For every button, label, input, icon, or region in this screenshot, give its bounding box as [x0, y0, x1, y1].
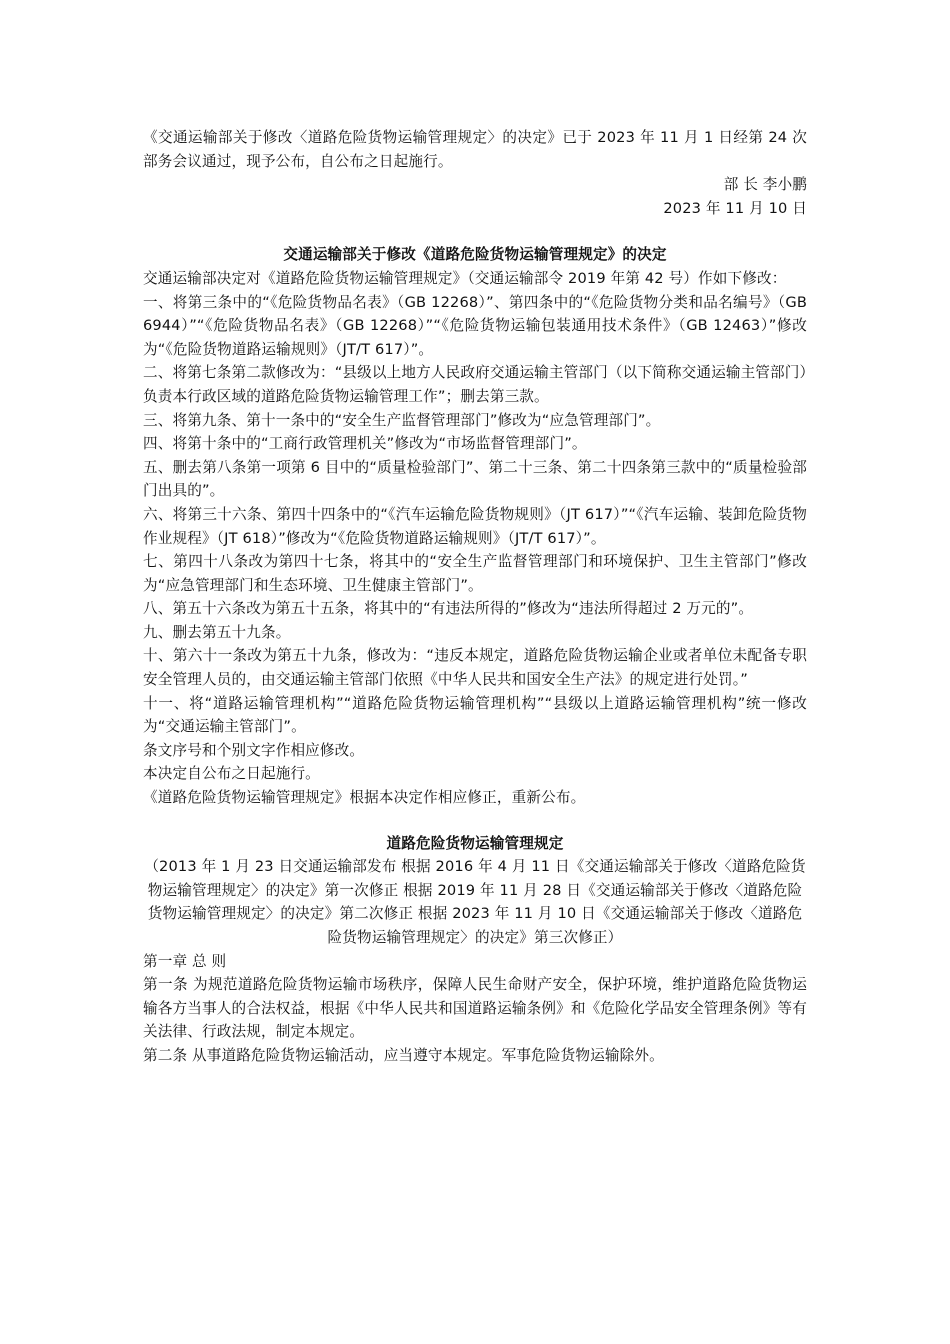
decision-item: 八、第五十六条改为第五十五条，将其中的“有违法所得的”修改为“违法所得超过 2 万元的”。 [143, 600, 754, 618]
decision-item: 条文序号和个别文字作相应修改。 [143, 741, 365, 759]
decision-item: 七、第四十八条改为第四十七条，将其中的“安全生产监督管理部门和环境保护、卫生主管部门”修改为“应急管理部门和生态环境、卫生健康主管部门”。 [143, 553, 807, 594]
decision-item: 三、将第九条、第十一条中的“安全生产监督管理部门”修改为“应急管理部门”。 [143, 411, 661, 429]
announcement-signatory: 部 长 李小鹏 [723, 176, 807, 194]
decision-item: 五、删去第八条第一项第 6 目中的“质量检验部门”、第二十三条、第二十四条第三款中的“质量检验部门出具的”。 [143, 458, 807, 500]
announcement-date: 2023 年 11 月 10 日 [663, 199, 807, 217]
regulation-title: 道路危险货物运输管理规定 [386, 834, 564, 852]
decision-title: 交通运输部关于修改《道路危险货物运输管理规定》的决定 [283, 246, 667, 264]
decision-item: 十一、将“道路运输管理机构”“道路危险货物运输管理机构”“县级以上道路运输管理机构”统一修改为“交通运输主管部门”。 [143, 694, 807, 736]
decision-item: 十、第六十一条改为第五十九条，修改为：“违反本规定，道路危险货物运输企业或者单位未配备专职安全管理人员的，由交通运输主管部门依照《中华人民共和国安全生产法》的规定进行处罚。” [143, 647, 807, 689]
decision-item: 一、将第三条中的“《危险货物品名表》（GB 12268）”、第四条中的“《危险货物分类和品名编号》（GB 6944）”“《危险货物品名表》（GB 12268）”“《危险货物运输包装通用技术条件》（GB 12463）”修改为“《危险货物道路运输规则》（JT/T 617）”。 [143, 293, 807, 358]
decision-item: 九、删去第五十九条。 [143, 623, 291, 641]
decision-item: 二、将第七条第二款修改为：“县级以上地方人民政府交通运输主管部门（以下简称交通运输主管部门）负责本行政区域的道路危险货物运输管理工作”；删去第三款。 [143, 364, 807, 405]
decision-item: 本决定自公布之日起施行。 [143, 765, 320, 783]
announcement-text: 《交通运输部关于修改〈道路危险货物运输管理规定〉的决定》已于 2023 年 11 月 1 日经第 24 次部务会议通过，现予公布，自公布之日起施行。 [143, 129, 807, 170]
decision-item: 四、将第十条中的“工商行政管理机关”修改为“市场监督管理部门”。 [143, 435, 587, 453]
regulation-history: （2013 年 1 月 23 日交通运输部发布 根据 2016 年 4 月 11 日《交通运输部关于修改〈道路危险货物运输管理规定〉的决定》第一次修正 根据 2019 年 11 月 28 日《交通运输部关于修改〈道路危险货物运输管理规定〉的决定》第二次修正 根据 2023 年 11 月 10 日《交通运输部关于修改〈道路危险货物运输管理规定〉的决定》第三次修正） [144, 858, 806, 946]
decision-item: 《道路危险货物运输管理规定》根据本决定作相应修正，重新公布。 [143, 789, 586, 807]
document-body [143, 126, 807, 1068]
decision-intro: 交通运输部决定对《道路危险货物运输管理规定》（交通运输部令 2019 年第 42 号）作如下修改： [143, 269, 787, 287]
article: 第一条 为规范道路危险货物运输市场秩序，保障人民生命财产安全，保护环境，维护道路危险货物运输各方当事人的合法权益，根据《中华人民共和国道路运输条例》和《危险化学品安全管理条例》等有关法律、行政法规，制定本规定。 [143, 976, 807, 1041]
article: 第二条 从事道路危险货物运输活动，应当遵守本规定。军事危险货物运输除外。 [143, 1046, 664, 1064]
decision-item: 六、将第三十六条、第四十四条中的“《汽车运输危险货物规则》（JT 617）”“《汽车运输、装卸危险货物作业规程》（JT 618）”修改为“《危险货物道路运输规则》（JT/T 617）”。 [143, 505, 807, 547]
chapter-heading: 第一章 总 则 [143, 952, 227, 970]
